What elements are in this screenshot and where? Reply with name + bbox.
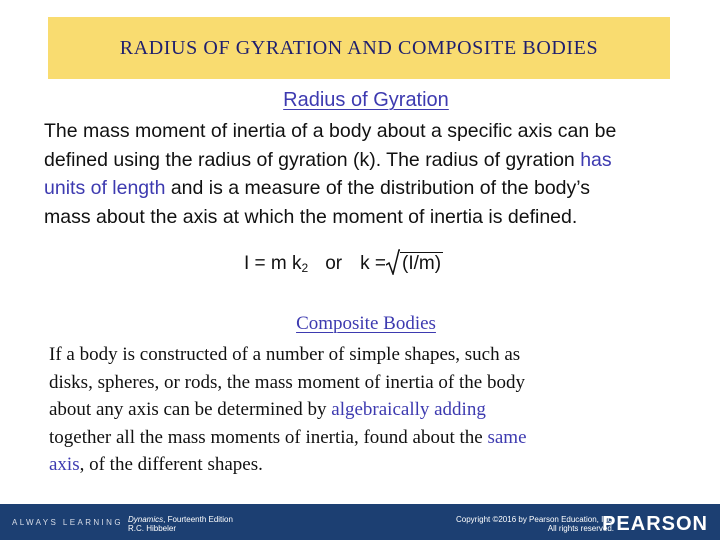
paragraph-line (49, 451, 689, 479)
book-citation (128, 515, 233, 533)
formula-radius: k = (360, 253, 387, 274)
gyration-formula (244, 247, 443, 275)
radius-of-gyration-paragraph (44, 117, 694, 231)
radius-of-gyration-heading: Radius of Gyration (283, 89, 449, 111)
highlight-text: same (487, 426, 527, 448)
paragraph-text: and is a measure of the distribution of the body’s (165, 177, 590, 199)
formula-connector: or (325, 253, 343, 274)
book-author: R.C. Hibbeler (128, 524, 177, 533)
paragraph-line (49, 424, 689, 452)
paragraph-line (49, 396, 689, 424)
paragraph-line: The mass moment of inertia of a body about a specific axis can be (44, 120, 617, 142)
square-root (386, 249, 443, 275)
highlight-text: algebraically adding (331, 399, 486, 420)
highlight-text: axis (49, 454, 80, 475)
pearson-logo: PEARSON (602, 513, 708, 535)
always-learning-logo: ALWAYS LEARNING (12, 518, 123, 527)
paragraph-text: about any axis can be determined by (49, 399, 332, 420)
title-banner (48, 17, 670, 79)
paragraph-line: disks, spheres, or rods, the mass moment of inertia of the body (49, 371, 525, 393)
copyright-notice (456, 515, 614, 533)
formula-inertia: I = m k (244, 253, 302, 274)
copyright-text: Copyright ©2016 by Pearson Education, Inc. (456, 515, 614, 524)
page-title: RADIUS OF GYRATION AND COMPOSITE BODIES (119, 36, 599, 59)
paragraph-text: together all the mass moments of inertia, found about the (49, 426, 488, 448)
composite-bodies-heading: Composite Bodies (296, 313, 436, 334)
paragraph-text: defined using the radius of gyration (k). The radius of gyration (44, 148, 581, 171)
composite-bodies-paragraph (49, 341, 689, 479)
formula-exponent: 2 (301, 261, 309, 275)
formula-radicand: (I/m) (402, 253, 442, 274)
paragraph-line (44, 174, 694, 203)
paragraph-line: mass about the axis at which the moment of inertia is defined. (44, 205, 578, 228)
rights-text: All rights reserved. (547, 524, 614, 533)
radical-sign-icon (386, 249, 400, 275)
paragraph-line (44, 146, 694, 175)
highlight-text: has (580, 148, 612, 171)
book-title: Dynamics (128, 515, 164, 524)
footer-bar (0, 504, 720, 540)
paragraph-text: , of the different shapes. (79, 454, 263, 475)
highlight-text: units of length (44, 177, 166, 199)
paragraph-line: If a body is constructed of a number of simple shapes, such as (49, 344, 521, 365)
book-edition: , Fourteenth Edition (163, 515, 233, 524)
